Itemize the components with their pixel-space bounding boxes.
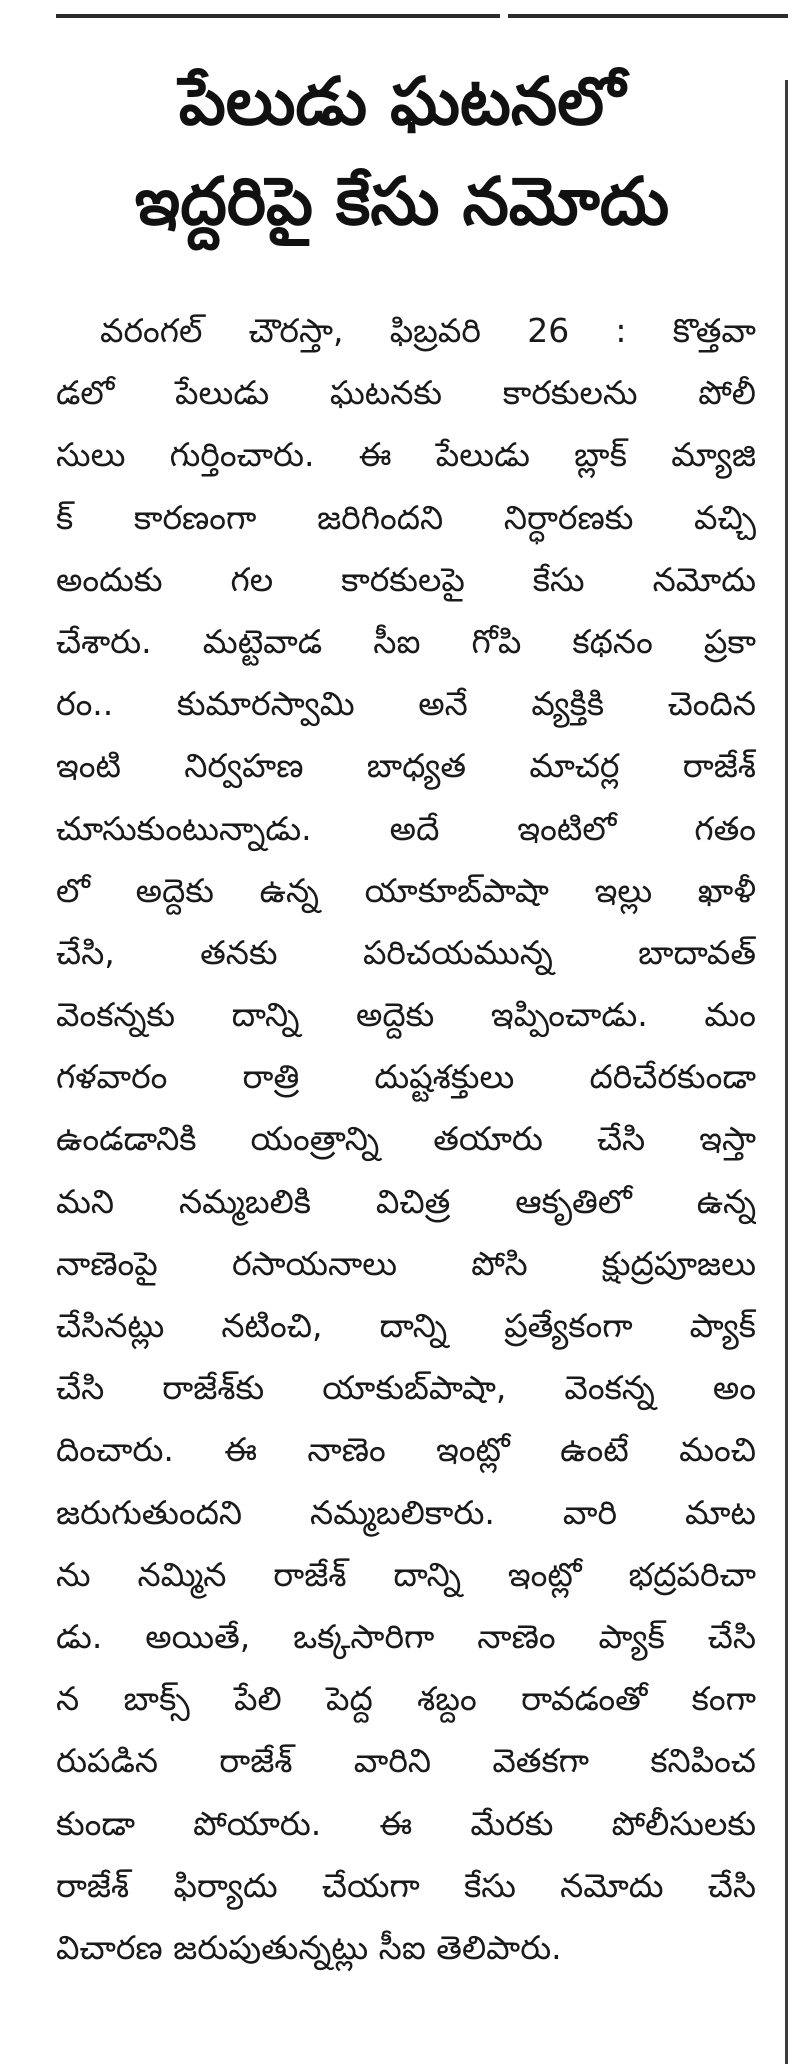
body-line: రుపడిన రాజేశ్ వారిని వెతకగా కనిపించ [56, 1741, 756, 1781]
body-line: క్ కారణంగా జరిగిందని నిర్ధారణకు వచ్చి [56, 497, 756, 537]
body-line: న బాక్స్ పేలి పెద్ద శబ్దం రావడంతో కంగా [56, 1679, 756, 1719]
top-rule-gap [500, 12, 508, 22]
body-line: డలో పేలుడు ఘటనకు కారకులను పోలీ [56, 373, 756, 413]
body-line: దించారు. ఈ నాణెం ఇంట్లో ఉంటే మంచి [56, 1430, 756, 1470]
body-line: వరంగల్ చౌరస్తా, ఫిబ్రవరి 26 : కొత్తవా [100, 311, 756, 350]
body-line: అందుకు గల కారకులపై కేసు నమోదు [56, 559, 756, 599]
headline-line-1: పేలుడు ఘటనలో [178, 63, 626, 140]
right-column-rule [785, 80, 788, 2064]
body-line: రం.. కుమారస్వామి అనే వ్యక్తికి చెందిన [56, 684, 756, 724]
body-line: వెంకన్నకు దాన్ని అద్దెకు ఇప్పించాడు. మం [56, 995, 756, 1035]
body-line: చేసి రాజేశ్‌కు యాకుబ్‌పాషా, వెంకన్న అం [56, 1368, 756, 1408]
body-line: చేసి, తనకు పరిచయమున్న బాదావత్ [56, 932, 756, 972]
article-body [48, 300, 756, 1979]
body-line: చేసినట్లు నటించి, దాన్ని ప్రత్యేకంగా ప్యాక్ [56, 1306, 756, 1345]
top-column-rule [56, 14, 788, 18]
body-line: లో అద్దెకు ఉన్న యాకూబ్‌పాషా ఇల్లు ఖాళీ [56, 870, 756, 910]
article-headline [48, 52, 756, 252]
body-line: విచారణ జరుపుతున్నట్లు సీఐ తెలిపారు. [56, 1927, 562, 1967]
body-line: డు. అయితే, ఒక్కసారిగా నాణెం ప్యాక్ చేసి [56, 1616, 756, 1656]
body-line: గళవారం రాత్రి దుష్టశక్తులు దరిచేరకుండా [56, 1057, 756, 1097]
headline-line-2: ఇద్దరిపై కేసు నమోదు [134, 163, 670, 240]
body-line: ను నమ్మిన రాజేశ్ దాన్ని ఇంట్లో భద్రపరిచా [56, 1554, 756, 1594]
body-line: చూసుకుంటున్నాడు. అదే ఇంటిలో గతం [56, 808, 756, 848]
body-line: ఇంటి నిర్వహణ బాధ్యత మాచర్ల రాజేశ్ [56, 746, 756, 786]
body-line: కుండా పోయారు. ఈ మేరకు పోలీసులకు [56, 1803, 756, 1843]
body-line: సులు గుర్తించారు. ఈ పేలుడు బ్లాక్ మ్యాజి [56, 435, 756, 475]
body-line: ఉండడానికి యంత్రాన్ని తయారు చేసి ఇస్తా [56, 1119, 756, 1159]
body-line: చేశారు. మట్టెవాడ సీఐ గోపి కథనం ప్రకా [56, 621, 756, 661]
body-line: జరుగుతుందని నమ్మబలికారు. వారి మాట [56, 1492, 756, 1532]
body-line: మని నమ్మబలికి విచిత్ర ఆకృతిలో ఉన్న [56, 1181, 756, 1221]
news-article [48, 52, 756, 1979]
body-line: నాణెంపై రసాయనాలు పోసి క్షుద్రపూజలు [56, 1243, 756, 1283]
body-line: రాజేశ్ ఫిర్యాదు చేయగా కేసు నమోదు చేసి [56, 1865, 756, 1905]
